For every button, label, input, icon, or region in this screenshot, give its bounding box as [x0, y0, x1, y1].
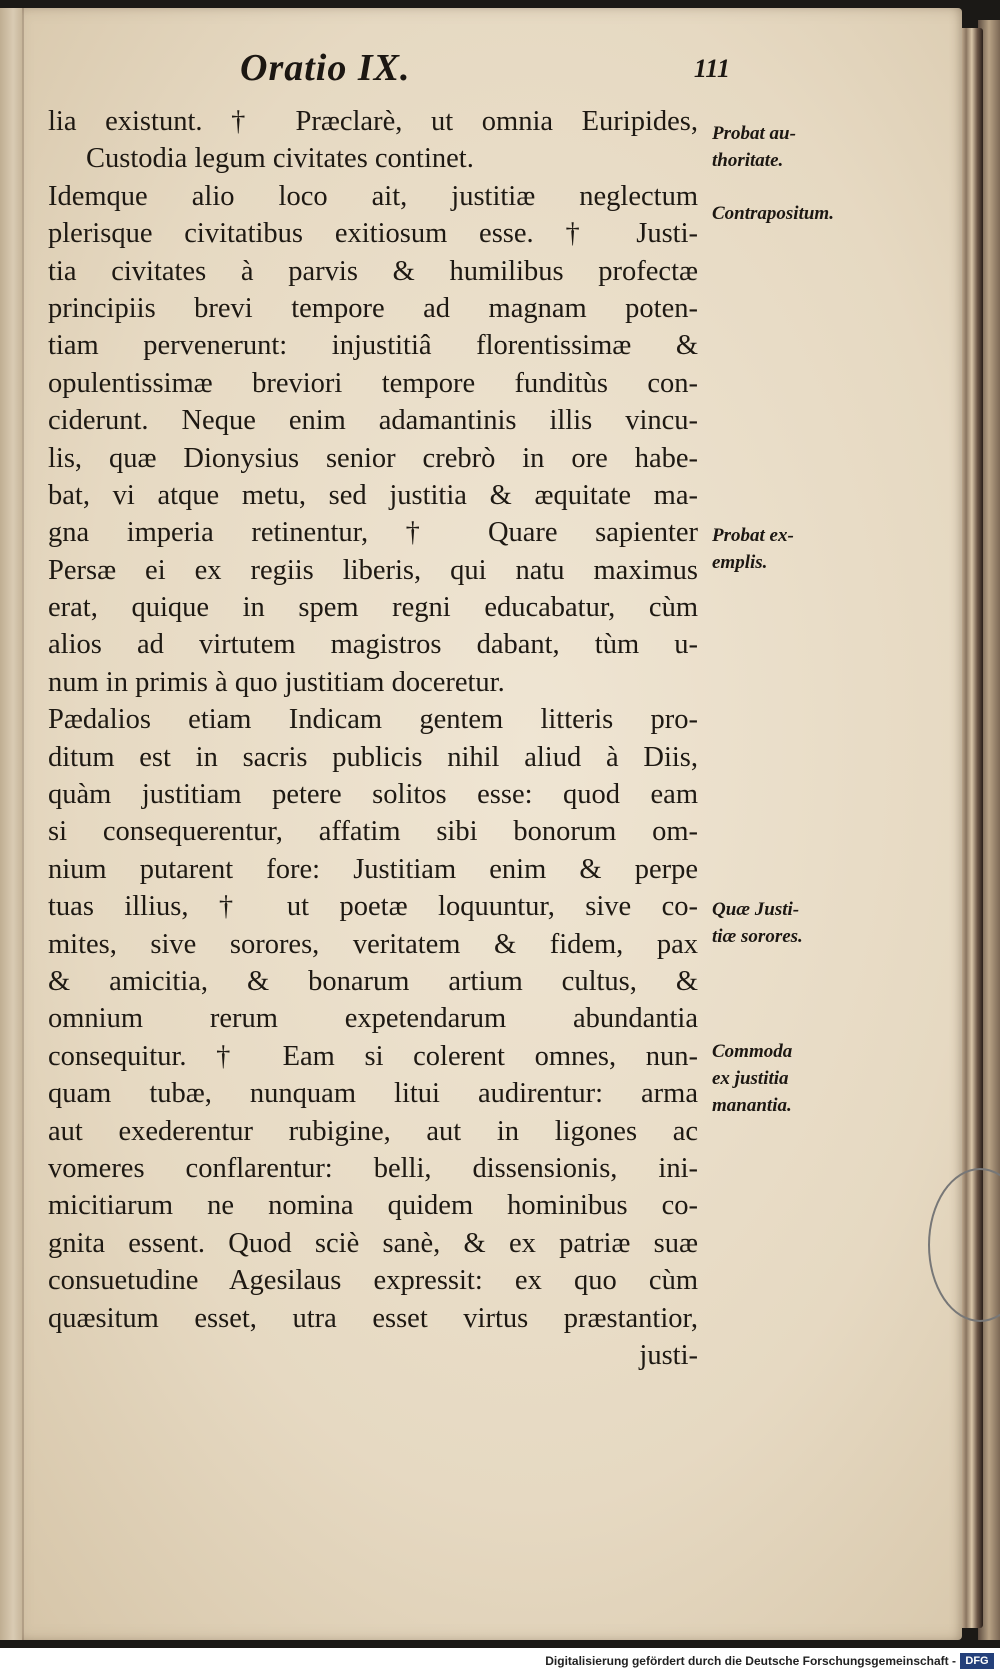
text-line: si consequerentur, affatim sibi bonorum om- — [48, 816, 698, 848]
text-line: tiam pervenerunt: injustitiâ florentissimæ & — [48, 330, 698, 362]
text-line: ditum est in sacris publicis nihil aliud à Diis, — [48, 741, 698, 773]
page-header — [240, 46, 730, 96]
text-line: erat, quique in spem regni educabatur, cùm — [48, 592, 698, 624]
body-text — [48, 103, 698, 1374]
margin-note-line: Quæ Justi- — [712, 899, 800, 920]
text-line: num in primis à quo justitiam doceretur. — [48, 666, 505, 698]
margin-note — [712, 896, 842, 950]
text-line: & amicitia, & bonarum artium cultus, & — [48, 965, 698, 997]
margin-note-line: Contrapositum. — [712, 203, 834, 224]
margin-note-line: tiæ sorores. — [712, 926, 803, 947]
text-line: tia civitates à parvis & humilibus profectæ — [48, 255, 698, 287]
margin-note-line: ex justitia — [712, 1068, 789, 1089]
text-line: principiis brevi tempore ad magnam poten- — [48, 292, 698, 324]
text-line: ciderunt. Neque enim adamantinis illis vincu- — [48, 405, 698, 437]
catchword: justi- — [639, 1339, 698, 1371]
gutter — [22, 8, 24, 1640]
margin-note-line: thoritate. — [712, 150, 784, 171]
page-number: 111 — [693, 54, 730, 83]
text-line: quæsitum esset, utra esset virtus præstantior, — [48, 1302, 698, 1334]
text-line: vomeres conflarentur: belli, dissensionis, ini- — [48, 1152, 698, 1184]
margin-note — [712, 200, 842, 227]
facing-page-edge — [0, 8, 22, 1640]
dfg-logo: DFG — [960, 1653, 994, 1669]
text-line: Custodia legum civitates continet. — [86, 143, 474, 175]
margin-note-line: emplis. — [712, 552, 768, 573]
text-line: Idemque alio loco ait, justitiæ neglectum — [48, 180, 698, 212]
text-line: aut exederentur rubigine, aut in ligones ac — [48, 1115, 698, 1147]
text-line: plerisque civitatibus exitiosum esse. † Justi- — [48, 218, 698, 250]
margin-note — [712, 120, 842, 174]
text-line: lis, quæ Dionysius senior crebrò in ore habe- — [48, 442, 698, 474]
text-line: consuetudine Agesilaus expressit: ex quo cùm — [48, 1265, 698, 1297]
text-line: consequitur. † Eam si colerent omnes, nun- — [48, 1040, 698, 1072]
footer-credit: Digitalisierung gefördert durch die Deutsche Forschungsgemeinschaft - — [545, 1654, 956, 1668]
text-line: gna imperia retinentur, † Quare sapienter — [48, 517, 698, 549]
text-line: quàm justitiam petere solitos esse: quod eam — [48, 779, 698, 811]
text-line: Pædalios etiam Indicam gentem litteris pro- — [48, 704, 698, 736]
text-line: tuas illius, † ut poetæ loquuntur, sive co- — [48, 891, 698, 923]
text-line: lia existunt. † Præclarè, ut omnia Euripides, — [48, 106, 698, 137]
text-line: quam tubæ, nunquam litui audirentur: arma — [48, 1078, 698, 1110]
margin-note-line: Commoda — [712, 1041, 793, 1062]
footer-bar — [0, 1648, 1000, 1676]
text-line: gnita essent. Quod sciè sanè, & ex patriæ suæ — [48, 1227, 698, 1259]
text-line: omnium rerum expetendarum abundantia — [48, 1003, 698, 1035]
text-line: micitiarum ne nomina quidem hominibus co- — [48, 1190, 698, 1222]
margin-note-line: Probat ex- — [712, 525, 794, 546]
text-line: alios ad virtutem magistros dabant, tùm u- — [48, 629, 698, 661]
running-head: Oratio IX. — [240, 47, 411, 89]
text-line: opulentissimæ breviori tempore funditùs con- — [48, 367, 698, 399]
text-line: Persæ ei ex regiis liberis, qui natu maximus — [48, 554, 698, 586]
text-line: nium putarent fore: Justitiam enim & perpe — [48, 853, 698, 885]
margin-note-line: Probat au- — [712, 123, 796, 144]
text-line: mites, sive sorores, veritatem & fidem, pax — [48, 928, 698, 960]
margin-note — [712, 1038, 842, 1119]
text-line: bat, vi atque metu, sed justitia & æquitate ma- — [48, 479, 698, 511]
margin-note-line: manantia. — [712, 1095, 792, 1116]
margin-note — [712, 522, 842, 576]
